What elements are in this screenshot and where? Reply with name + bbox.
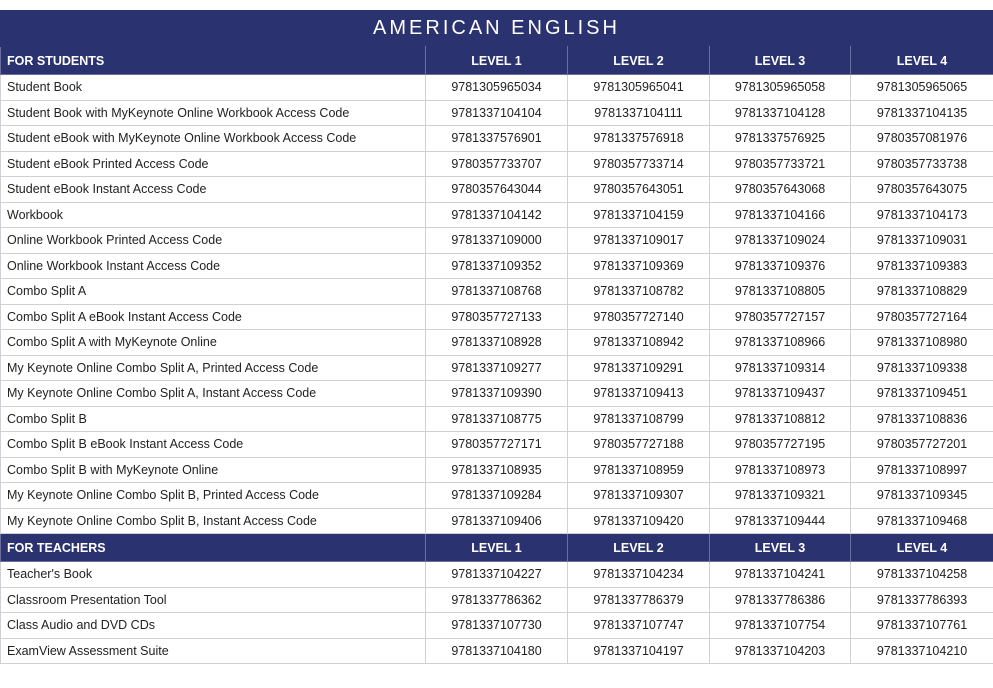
product-name-cell: Student Book with MyKeynote Online Workbook Access Code [1,100,426,126]
table-row [1,202,993,228]
isbn-cell-level-1: 9781337104142 [426,202,568,228]
level-3-heading: LEVEL 3 [710,47,851,75]
isbn-cell-level-2: 9781337108799 [568,406,710,432]
isbn-cell-level-3: 9781337786386 [710,587,851,613]
isbn-cell-level-3: 9781337104241 [710,562,851,588]
isbn-table [0,46,993,664]
table-row [1,432,993,458]
level-4-heading: LEVEL 4 [851,534,993,562]
product-name-cell: Online Workbook Printed Access Code [1,228,426,254]
table-row [1,457,993,483]
isbn-cell-level-1: 9781337109352 [426,253,568,279]
isbn-cell-level-2: 9781337109291 [568,355,710,381]
isbn-cell-level-2: 9781337109307 [568,483,710,509]
table-row [1,279,993,305]
isbn-cell-level-4: 9781337108836 [851,406,993,432]
isbn-cell-level-3: 9781337108966 [710,330,851,356]
isbn-cell-level-4: 9781337109451 [851,381,993,407]
isbn-cell-level-4: 9781305965065 [851,75,993,101]
isbn-cell-level-4: 9781337104173 [851,202,993,228]
isbn-table-body [1,47,993,664]
level-2-heading: LEVEL 2 [568,534,710,562]
isbn-cell-level-4: 9780357727201 [851,432,993,458]
isbn-cell-level-3: 9780357733721 [710,151,851,177]
isbn-cell-level-2: 9781337104111 [568,100,710,126]
isbn-cell-level-3: 9780357727157 [710,304,851,330]
isbn-cell-level-2: 9781337576918 [568,126,710,152]
table-row [1,381,993,407]
isbn-cell-level-2: 9780357643051 [568,177,710,203]
isbn-cell-level-3: 9780357643068 [710,177,851,203]
level-3-heading: LEVEL 3 [710,534,851,562]
isbn-cell-level-2: 9781337107747 [568,613,710,639]
isbn-cell-level-2: 9781337104234 [568,562,710,588]
isbn-cell-level-4: 9781337104210 [851,638,993,664]
isbn-cell-level-3: 9781337109314 [710,355,851,381]
isbn-cell-level-4: 9780357727164 [851,304,993,330]
isbn-cell-level-1: 9781337108775 [426,406,568,432]
isbn-cell-level-4: 9781337108829 [851,279,993,305]
isbn-cell-level-2: 9781337109420 [568,508,710,534]
table-row [1,253,993,279]
isbn-cell-level-1: 9781337108768 [426,279,568,305]
isbn-cell-level-2: 9781337108959 [568,457,710,483]
isbn-cell-level-4: 9781337109031 [851,228,993,254]
product-name-cell: Classroom Presentation Tool [1,587,426,613]
isbn-cell-level-2: 9781337104197 [568,638,710,664]
product-name-cell: My Keynote Online Combo Split A, Instant Access Code [1,381,426,407]
product-name-cell: Combo Split A [1,279,426,305]
table-row [1,126,993,152]
isbn-cell-level-3: 9781337108805 [710,279,851,305]
isbn-cell-level-1: 9781305965034 [426,75,568,101]
table-row [1,100,993,126]
isbn-cell-level-2: 9781337109369 [568,253,710,279]
isbn-cell-level-4: 9781337104258 [851,562,993,588]
isbn-cell-level-4: 9781337104135 [851,100,993,126]
isbn-cell-level-4: 9781337109468 [851,508,993,534]
isbn-cell-level-4: 9781337108980 [851,330,993,356]
product-name-cell: Student Book [1,75,426,101]
product-name-cell: Combo Split A with MyKeynote Online [1,330,426,356]
table-row [1,562,993,588]
table-row [1,228,993,254]
isbn-cell-level-1: 9781337109390 [426,381,568,407]
isbn-cell-level-4: 9781337109345 [851,483,993,509]
isbn-cell-level-2: 9780357733714 [568,151,710,177]
isbn-cell-level-2: 9781337786379 [568,587,710,613]
isbn-cell-level-4: 9781337107761 [851,613,993,639]
table-row [1,587,993,613]
level-2-heading: LEVEL 2 [568,47,710,75]
isbn-cell-level-4: 9781337108997 [851,457,993,483]
product-name-cell: Class Audio and DVD CDs [1,613,426,639]
isbn-cell-level-1: 9781337104104 [426,100,568,126]
level-1-heading: LEVEL 1 [426,534,568,562]
isbn-cell-level-4: 9781337786393 [851,587,993,613]
isbn-cell-level-3: 9781337104128 [710,100,851,126]
isbn-cell-level-2: 9780357727188 [568,432,710,458]
product-name-cell: Workbook [1,202,426,228]
table-row [1,177,993,203]
isbn-cell-level-2: 9780357727140 [568,304,710,330]
isbn-cell-level-3: 9781337109024 [710,228,851,254]
product-name-cell: My Keynote Online Combo Split B, Printed Access Code [1,483,426,509]
isbn-cell-level-1: 9781337108935 [426,457,568,483]
product-name-cell: Combo Split A eBook Instant Access Code [1,304,426,330]
product-name-cell: My Keynote Online Combo Split A, Printed Access Code [1,355,426,381]
isbn-cell-level-1: 9781337104227 [426,562,568,588]
students-header-row [1,47,993,75]
isbn-cell-level-3: 9781337104166 [710,202,851,228]
product-name-cell: Combo Split B eBook Instant Access Code [1,432,426,458]
teachers-header-row [1,534,993,562]
product-name-cell: Student eBook Printed Access Code [1,151,426,177]
table-row [1,638,993,664]
product-name-cell: Student eBook Instant Access Code [1,177,426,203]
isbn-cell-level-1: 9781337109284 [426,483,568,509]
isbn-cell-level-2: 9781337108782 [568,279,710,305]
isbn-cell-level-1: 9780357727133 [426,304,568,330]
teachers-section-heading: FOR TEACHERS [1,534,426,562]
students-section-heading: FOR STUDENTS [1,47,426,75]
isbn-cell-level-3: 9781337109437 [710,381,851,407]
table-row [1,330,993,356]
isbn-cell-level-1: 9781337107730 [426,613,568,639]
product-name-cell: Online Workbook Instant Access Code [1,253,426,279]
isbn-cell-level-1: 9780357727171 [426,432,568,458]
isbn-cell-level-3: 9781337104203 [710,638,851,664]
table-row [1,75,993,101]
table-row [1,151,993,177]
isbn-table-container [0,10,993,664]
table-row [1,613,993,639]
level-1-heading: LEVEL 1 [426,47,568,75]
isbn-cell-level-1: 9781337104180 [426,638,568,664]
product-name-cell: Combo Split B [1,406,426,432]
table-row [1,355,993,381]
isbn-cell-level-4: 9781337109338 [851,355,993,381]
isbn-cell-level-1: 9781337109406 [426,508,568,534]
isbn-cell-level-1: 9780357643044 [426,177,568,203]
isbn-cell-level-1: 9780357733707 [426,151,568,177]
isbn-cell-level-2: 9781337104159 [568,202,710,228]
isbn-cell-level-2: 9781337108942 [568,330,710,356]
isbn-cell-level-1: 9781337109000 [426,228,568,254]
isbn-cell-level-4: 9780357733738 [851,151,993,177]
isbn-cell-level-4: 9781337109383 [851,253,993,279]
isbn-cell-level-1: 9781337108928 [426,330,568,356]
table-title: AMERICAN ENGLISH [0,10,993,46]
table-row [1,406,993,432]
isbn-cell-level-3: 9781337108812 [710,406,851,432]
isbn-cell-level-1: 9781337109277 [426,355,568,381]
isbn-cell-level-3: 9781337109321 [710,483,851,509]
product-name-cell: ExamView Assessment Suite [1,638,426,664]
isbn-cell-level-3: 9781337108973 [710,457,851,483]
isbn-cell-level-2: 9781337109413 [568,381,710,407]
table-row [1,508,993,534]
isbn-cell-level-3: 9781337109444 [710,508,851,534]
isbn-cell-level-1: 9781337786362 [426,587,568,613]
isbn-cell-level-3: 9780357727195 [710,432,851,458]
product-name-cell: Combo Split B with MyKeynote Online [1,457,426,483]
isbn-cell-level-4: 9780357081976 [851,126,993,152]
isbn-cell-level-4: 9780357643075 [851,177,993,203]
isbn-cell-level-1: 9781337576901 [426,126,568,152]
table-row [1,304,993,330]
product-name-cell: Teacher's Book [1,562,426,588]
isbn-cell-level-3: 9781305965058 [710,75,851,101]
product-name-cell: Student eBook with MyKeynote Online Workbook Access Code [1,126,426,152]
isbn-cell-level-3: 9781337109376 [710,253,851,279]
product-name-cell: My Keynote Online Combo Split B, Instant Access Code [1,508,426,534]
table-row [1,483,993,509]
isbn-cell-level-3: 9781337107754 [710,613,851,639]
level-4-heading: LEVEL 4 [851,47,993,75]
isbn-cell-level-2: 9781337109017 [568,228,710,254]
isbn-cell-level-2: 9781305965041 [568,75,710,101]
isbn-cell-level-3: 9781337576925 [710,126,851,152]
